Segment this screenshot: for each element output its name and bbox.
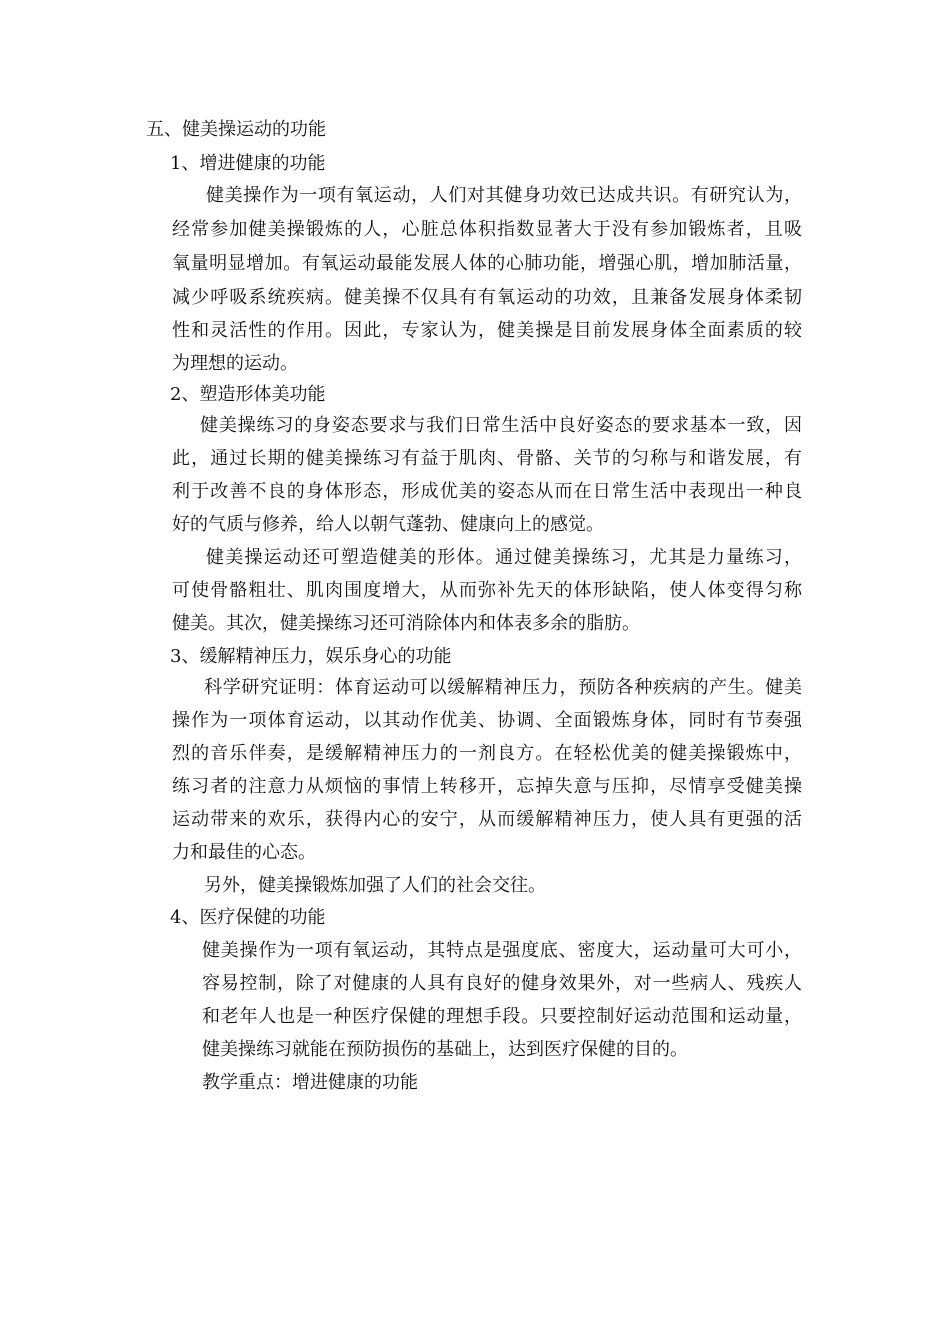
paragraph-line: 健美操作为一项有氧运动，其特点是强度底、密度大，运动量可大可小，: [202, 940, 802, 961]
paragraph-line: 经常参加健美操锻炼的人，心脏总体积指数显著大于没有参加锻炼者，且吸: [172, 219, 802, 240]
paragraph-line: 运动带来的欢乐，获得内心的安宁，从而缓解精神压力，使人具有更强的活: [172, 809, 802, 830]
section-title: 五、健美操运动的功能: [146, 119, 326, 140]
paragraph-line: 健美操练习就能在预防损伤的基础上，达到医疗保健的目的。: [202, 1039, 688, 1060]
paragraph-line: 烈的音乐伴奏，是缓解精神压力的一剂良方。在轻松优美的健美操锻炼中，: [172, 743, 802, 764]
paragraph-line: 另外，健美操锻炼加强了人们的社会交往。: [204, 875, 546, 896]
paragraph-line: 性和灵活性的作用。因此，专家认为，健美操是目前发展身体全面素质的较: [172, 320, 802, 341]
subheading-4: 4、医疗保健的功能: [170, 907, 326, 928]
teaching-focus: 教学重点：增进健康的功能: [202, 1072, 418, 1093]
paragraph-line: 氧量明显增加。有氧运动最能发展人体的心肺功能，增强心肌，增加肺活量，: [172, 253, 802, 274]
paragraph-line: 好的气质与修养，给人以朝气蓬勃、健康向上的感觉。: [172, 514, 604, 535]
paragraph-line: 健美操作为一项有氧运动，人们对其健身功效已达成共识。有研究认为，: [206, 185, 802, 206]
paragraph-line: 健美操运动还可塑造健美的形体。通过健美操练习，尤其是力量练习，: [206, 547, 802, 568]
paragraph-line: 和老年人也是一种医疗保健的理想手段。只要控制好运动范围和运动量，: [202, 1006, 802, 1027]
subheading-2: 2、塑造形体美功能: [170, 384, 326, 405]
subheading-1: 1、增进健康的功能: [170, 153, 326, 174]
paragraph-line: 利于改善不良的身体形态，形成优美的姿态从而在日常生活中表现出一种良: [172, 481, 802, 502]
paragraph-line: 可使骨骼粗壮、肌肉围度增大，从而弥补先天的体形缺陷，使人体变得匀称: [172, 580, 802, 601]
paragraph-line: 健美。其次，健美操练习还可消除体内和体表多余的脂肪。: [172, 613, 640, 634]
paragraph-line: 此，通过长期的健美操练习有益于肌肉、骨骼、关节的匀称与和谐发展，有: [172, 448, 802, 469]
paragraph-line: 容易控制，除了对健康的人具有良好的健身效果外，对一些病人、残疾人: [202, 973, 802, 994]
paragraph-line: 科学研究证明：体育运动可以缓解精神压力，预防各种疾病的产生。健美: [204, 677, 802, 698]
paragraph-line: 为理想的运动。: [172, 353, 298, 374]
paragraph-line: 减少呼吸系统疾病。健美操不仅具有有氧运动的功效，且兼备发展身体柔韧: [172, 287, 802, 308]
paragraph-line: 健美操练习的身姿态要求与我们日常生活中良好姿态的要求基本一致，因: [200, 415, 802, 436]
paragraph-line: 练习者的注意力从烦恼的事情上转移开，忘掉失意与压抑，尽情享受健美操: [172, 776, 802, 797]
paragraph-line: 力和最佳的心态。: [172, 842, 316, 863]
paragraph-line: 操作为一项体育运动，以其动作优美、协调、全面锻炼身体，同时有节奏强: [172, 710, 802, 731]
subheading-3: 3、缓解精神压力，娱乐身心的功能: [170, 646, 452, 667]
